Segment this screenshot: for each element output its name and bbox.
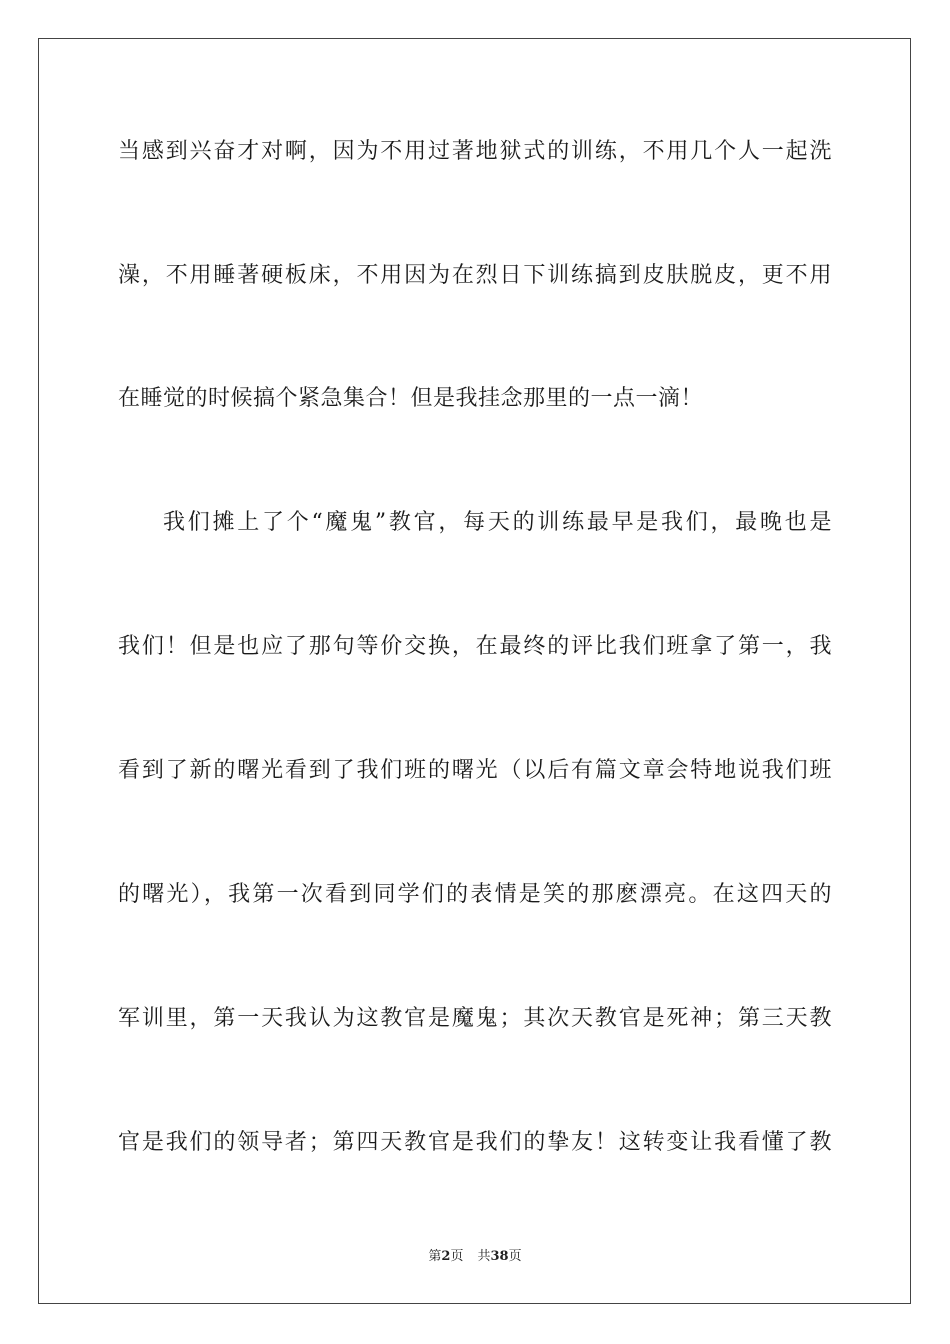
body-line-1: 当感到兴奋才对啊，因为不用过著地狱式的训练，不用几个人一起洗 — [118, 139, 832, 164]
total-pages-label: 共38页 — [477, 1249, 522, 1264]
page-border — [38, 38, 911, 1304]
page-footer — [0, 1248, 950, 1266]
body-line-4: 我们摊上了个“魔鬼”教官，每天的训练最早是我们，最晚也是 — [163, 510, 832, 535]
body-line-7: 的曙光），我第一次看到同学们的表情是笑的那麽漂亮。在这四天的 — [118, 882, 832, 907]
body-line-6: 看到了新的曙光看到了我们班的曙光（以后有篇文章会特地说我们班 — [118, 758, 832, 783]
page-label: 第2页 — [428, 1249, 464, 1264]
body-line-2: 澡，不用睡著硬板床，不用因为在烈日下训练搞到皮肤脱皮，更不用 — [118, 263, 832, 288]
body-line-9: 官是我们的领导者；第四天教官是我们的挚友！这转变让我看懂了教 — [118, 1130, 832, 1155]
body-line-5: 我们！但是也应了那句等价交换，在最终的评比我们班拿了第一，我 — [118, 634, 832, 659]
body-line-3: 在睡觉的时候搞个紧急集合！但是我挂念那里的一点一滴！ — [118, 386, 704, 411]
body-line-8: 军训里，第一天我认为这教官是魔鬼；其次天教官是死神；第三天教 — [118, 1006, 832, 1031]
